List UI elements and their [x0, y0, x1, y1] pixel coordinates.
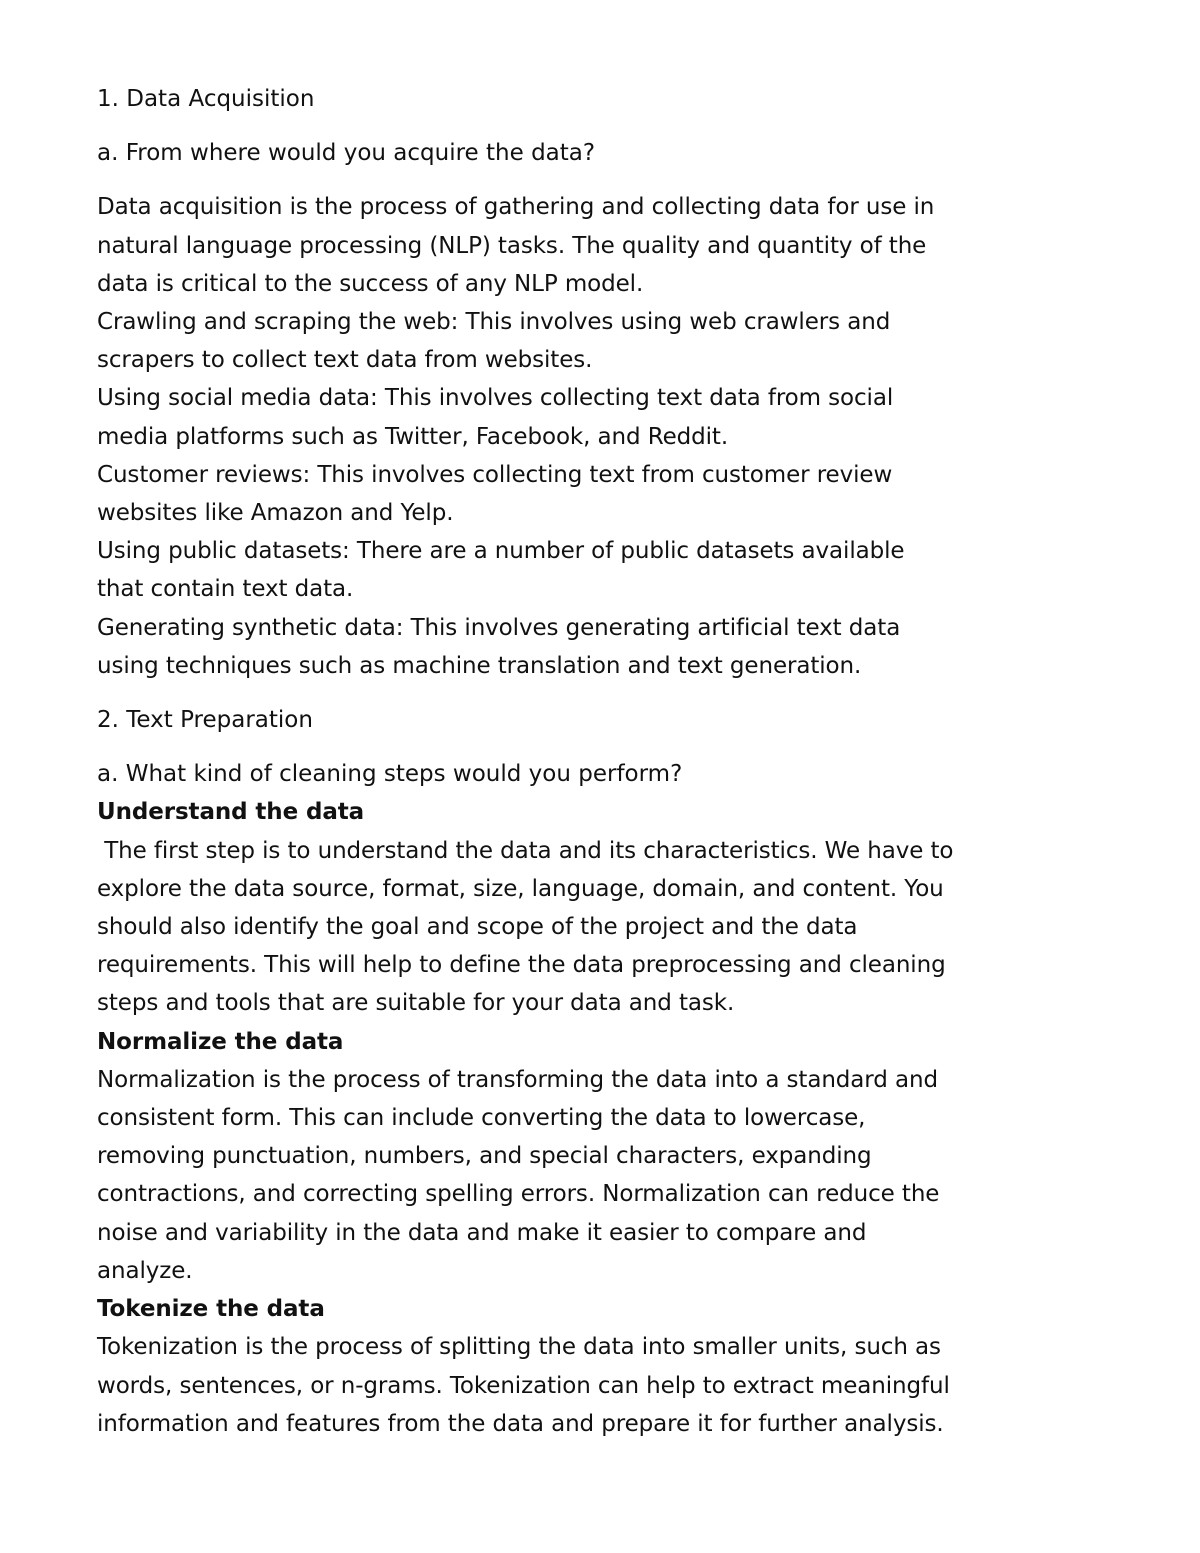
section-1-heading: 1. Data Acquisition [97, 86, 315, 112]
tokenize-body [97, 1328, 1072, 1443]
body-line: Generating synthetic data: This involves generating artificial text data [97, 614, 901, 641]
subheading-tokenize: Tokenize the data [97, 1296, 325, 1323]
body-line: Customer reviews: This involves collecting text from customer review [97, 461, 893, 488]
section-2-heading: 2. Text Preparation [97, 707, 313, 734]
body-line: steps and tools that are suitable for your data and task. [97, 990, 735, 1017]
body-line: data is critical to the success of any NLP model. [97, 270, 644, 297]
body-line: Normalization is the process of transforming the data into a standard and [97, 1066, 938, 1093]
body-line: scrapers to collect text data from websites. [97, 347, 593, 374]
section-1-body [97, 188, 1072, 685]
section-2-question: a. What kind of cleaning steps would you perform? [97, 761, 683, 788]
body-line: Crawling and scraping the web: This involves using web crawlers and [97, 309, 891, 336]
body-line: should also identify the goal and scope of the project and the data [97, 914, 858, 941]
spacer [97, 739, 1072, 755]
body-line: websites like Amazon and Yelp. [97, 500, 454, 527]
spacer [97, 172, 1072, 188]
body-line: The first step is to understand the data and its characteristics. We have to [97, 837, 954, 864]
body-line: words, sentences, or n-grams. Tokenization can help to extract meaningful [97, 1372, 950, 1399]
body-line: natural language processing (NLP) tasks. The quality and quantity of the [97, 232, 927, 259]
body-line: Tokenization is the process of splitting the data into smaller units, such as [97, 1334, 941, 1361]
spacer [97, 685, 1072, 701]
understand-body [97, 832, 1072, 1023]
body-line: removing punctuation, numbers, and special characters, expanding [97, 1143, 872, 1170]
section-1-question: a. From where would you acquire the data? [97, 140, 596, 167]
body-line: contractions, and correcting spelling errors. Normalization can reduce the [97, 1181, 940, 1208]
body-line: media platforms such as Twitter, Facebook, and Reddit. [97, 423, 729, 450]
body-line: that contain text data. [97, 576, 354, 603]
body-line: Data acquisition is the process of gathering and collecting data for use in [97, 194, 935, 221]
subheading-normalize: Normalize the data [97, 1028, 344, 1055]
body-line: using techniques such as machine translation and text generation. [97, 652, 862, 679]
body-line: Using public datasets: There are a number of public datasets available [97, 538, 905, 565]
body-line: noise and variability in the data and make it easier to compare and [97, 1219, 867, 1246]
body-line: analyze. [97, 1257, 193, 1284]
body-line: Using social media data: This involves collecting text data from social [97, 385, 894, 412]
body-line: information and features from the data and prepare it for further analysis. [97, 1410, 944, 1437]
body-line: requirements. This will help to define the data preprocessing and cleaning [97, 952, 946, 979]
body-line: consistent form. This can include converting the data to lowercase, [97, 1105, 866, 1132]
document-page [97, 80, 1072, 1443]
subheading-understand: Understand the data [97, 799, 365, 826]
normalize-body [97, 1061, 1072, 1290]
body-line: explore the data source, format, size, language, domain, and content. You [97, 875, 944, 902]
spacer [97, 118, 1072, 134]
